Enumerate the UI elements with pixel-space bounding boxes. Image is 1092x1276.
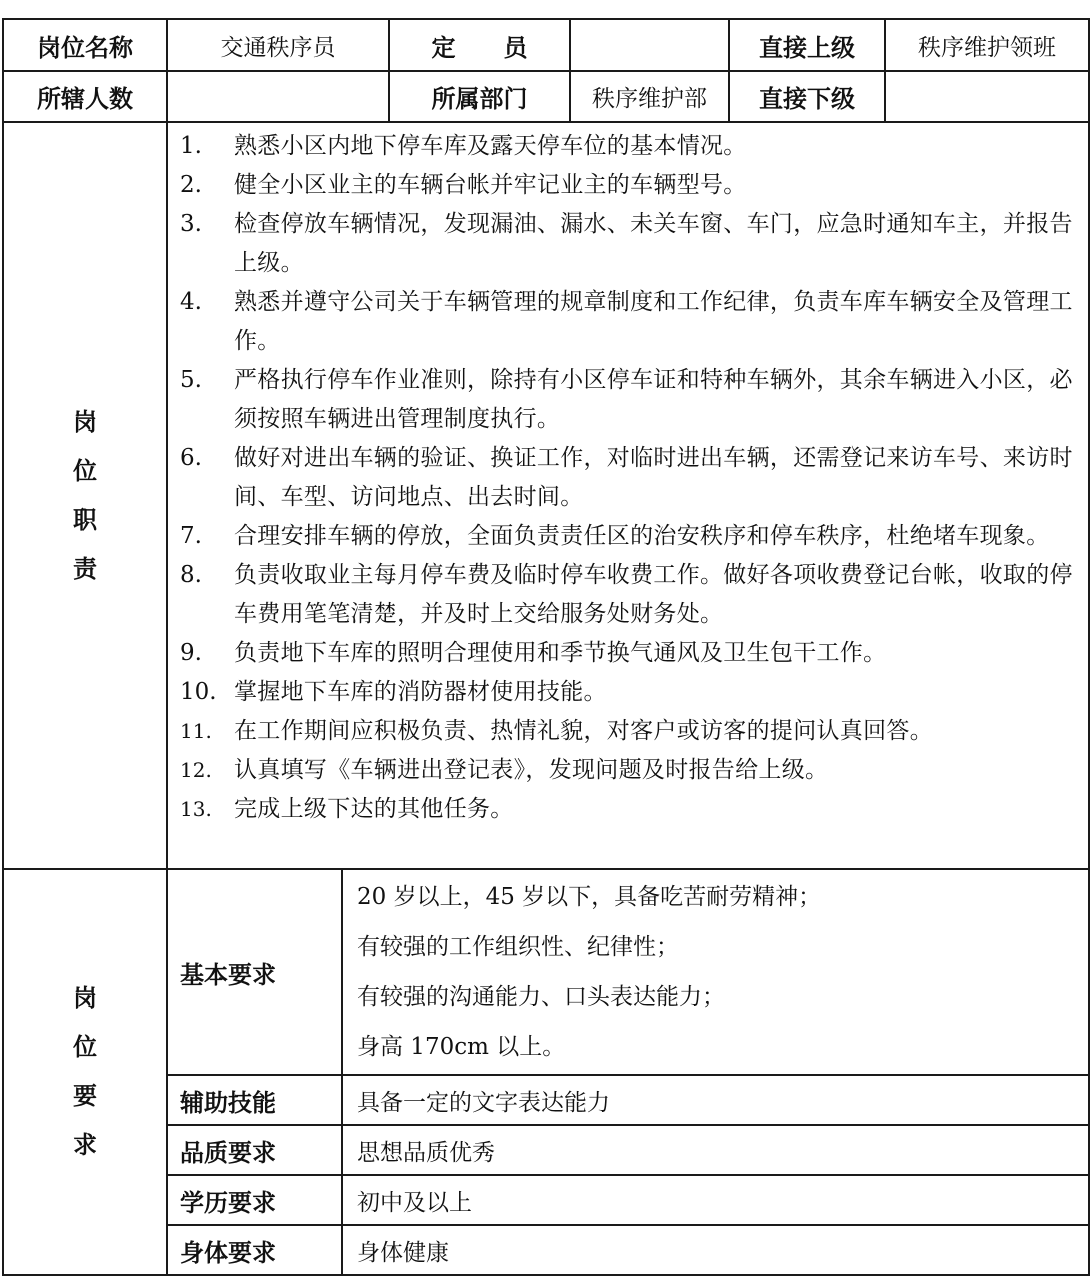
header-row-1 — [3, 19, 1089, 71]
basic-requirement-line: 有较强的沟通能力、口头表达能力； — [357, 984, 725, 1010]
headcount-value — [570, 19, 729, 71]
list-item: 7. 合理安排车辆的停放，全面负责责任区的治安秩序和停车秩序，杜绝堵车现象。 — [180, 523, 1050, 549]
department-value: 秩序维护部 — [570, 71, 729, 122]
requirements-section-label: 岗 位 要 求 — [3, 869, 167, 1275]
auxiliary-skills-value: 具备一定的文字表达能力 — [342, 1075, 1089, 1125]
basic-requirements-label: 基本要求 — [167, 869, 342, 1075]
education-requirements-value: 初中及以上 — [342, 1175, 1089, 1225]
basic-requirements-row — [3, 869, 1089, 1075]
physical-requirements-label: 身体要求 — [167, 1225, 342, 1275]
list-item: 2. 健全小区业主的车辆台帐并牢记业主的车辆型号。 — [180, 172, 747, 198]
headcount-label: 定 员 — [389, 19, 570, 71]
list-item: 12. 认真填写《车辆进出登记表》，发现问题及时报告给上级。 — [180, 757, 829, 783]
department-label: 所属部门 — [389, 71, 570, 122]
list-item: 6. 做好对进出车辆的验证、换证工作，对临时进出车辆，还需登记来访车号、来访时间、车型、访问地点、出去时间。 — [180, 445, 1073, 510]
superior-value: 秩序维护领班 — [885, 19, 1089, 71]
basic-requirement-line: 有较强的工作组织性、纪律性； — [357, 934, 679, 960]
quality-requirements-label: 品质要求 — [167, 1125, 342, 1175]
basic-requirement-line: 20 岁以上，45 岁以下，具备吃苦耐劳精神； — [357, 884, 822, 910]
duties-row — [3, 122, 1089, 869]
basic-requirements-value — [342, 869, 1089, 1075]
duties-list — [168, 123, 1088, 831]
duties-content — [167, 122, 1089, 869]
list-item: 11. 在工作期间应积极负责、热情礼貌，对客户或访客的提问认真回答。 — [180, 718, 933, 744]
superior-label: 直接上级 — [729, 19, 885, 71]
list-item: 8. 负责收取业主每月停车费及临时停车收费工作。做好各项收费登记台帐，收取的停车费用笔笔清楚，并及时上交给服务处财务处。 — [180, 562, 1073, 627]
auxiliary-skills-label: 辅助技能 — [167, 1075, 342, 1125]
job-description-table — [2, 18, 1090, 1276]
list-item: 4. 熟悉并遵守公司关于车辆管理的规章制度和工作纪律，负责车库车辆安全及管理工作。 — [180, 289, 1073, 354]
list-item: 1. 熟悉小区内地下停车库及露天停车位的基本情况。 — [180, 133, 747, 159]
subordinates-count-value — [167, 71, 389, 122]
list-item: 5. 严格执行停车作业准则，除持有小区停车证和特种车辆外，其余车辆进入小区，必须按照车辆进出管理制度执行。 — [180, 367, 1073, 432]
subordinates-count-label: 所辖人数 — [3, 71, 167, 122]
list-item: 9. 负责地下车库的照明合理使用和季节换气通风及卫生包干工作。 — [180, 640, 887, 666]
list-item: 3. 检查停放车辆情况，发现漏油、漏水、未关车窗、车门，应急时通知车主，并报告上级。 — [180, 211, 1073, 276]
physical-requirements-value: 身体健康 — [342, 1225, 1089, 1275]
subordinate-value — [885, 71, 1089, 122]
education-requirements-label: 学历要求 — [167, 1175, 342, 1225]
list-item: 13. 完成上级下达的其他任务。 — [180, 796, 514, 822]
duties-section-label: 岗 位 职 责 — [3, 122, 167, 869]
position-name-label: 岗位名称 — [3, 19, 167, 71]
basic-requirement-line: 身高 170cm 以上。 — [357, 1034, 566, 1060]
quality-requirements-value: 思想品质优秀 — [342, 1125, 1089, 1175]
list-item: 10. 掌握地下车库的消防器材使用技能。 — [180, 679, 607, 705]
position-name-value: 交通秩序员 — [167, 19, 389, 71]
header-row-2 — [3, 71, 1089, 122]
subordinate-label: 直接下级 — [729, 71, 885, 122]
